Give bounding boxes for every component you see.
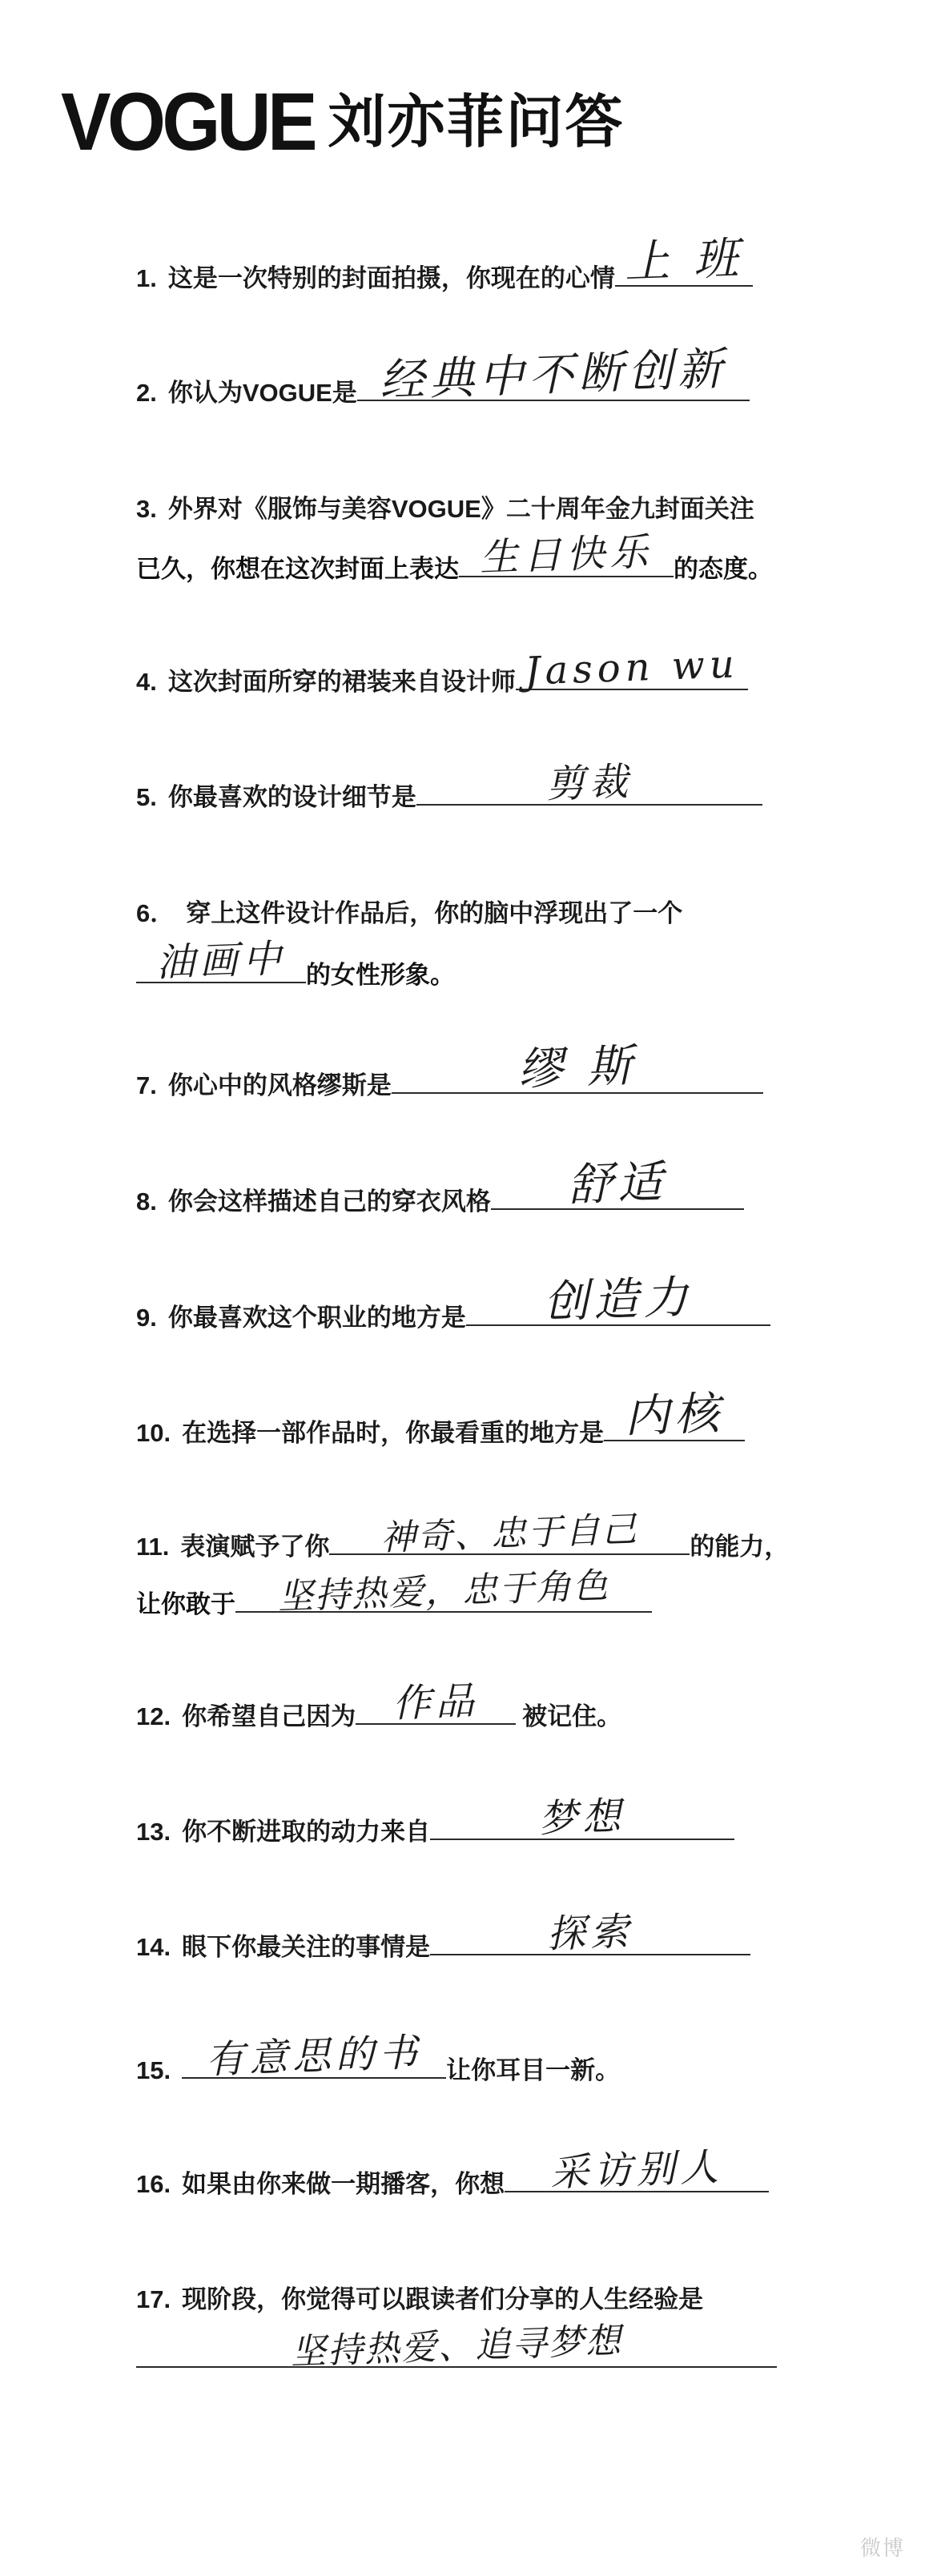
- question-11-line2: 让你敢于 坚持热爱，忠于角色: [136, 1584, 652, 1620]
- question-5: 5. 你最喜欢的设计细节是 剪裁: [136, 777, 762, 813]
- handwritten-answer: 油画中: [155, 936, 287, 986]
- answer-blank: [136, 936, 306, 986]
- question-10: 10. 在选择一部作品时，你最看重的地方是 内核: [136, 1413, 745, 1449]
- answer-blank: [604, 1387, 745, 1444]
- answer-blank: [466, 1271, 770, 1329]
- question-17-line2: [136, 2320, 777, 2374]
- question-13: 13. 你不断进取的动力来自 梦想: [136, 1811, 734, 1847]
- question-7: 7. 你心中的风格缪斯是 缪 斯: [136, 1065, 763, 1101]
- question-9: 9. 你最喜欢这个职业的地方是 创造力: [136, 1297, 770, 1333]
- page-title: 刘亦菲问答: [328, 88, 625, 155]
- question-16: 16. 如果由你来做一期播客，你想 采访别人: [136, 2164, 769, 2200]
- answer-blank: [392, 1039, 763, 1096]
- question-4: 4. 这次封面所穿的裙装来自设计师 Jason wu: [136, 661, 748, 697]
- answer-blank: [491, 1155, 744, 1212]
- question-14: 14. 眼下你最关注的事情是 探索: [136, 1927, 750, 1963]
- question-1: 1. 这是一次特别的封面拍摄，你现在的心情 上 班: [136, 258, 753, 294]
- handwritten-answer: 剪裁: [545, 759, 633, 807]
- handwritten-answer: 神奇、忠于自己: [380, 1509, 640, 1559]
- handwritten-answer: 有意思的书: [205, 2030, 424, 2083]
- handwritten-answer: 创造力: [542, 1271, 694, 1329]
- question-8: 8. 你会这样描述自己的穿衣风格 舒适: [136, 1181, 744, 1217]
- handwritten-answer: 内核: [623, 1387, 726, 1444]
- question-17: 17. 现阶段，你觉得可以跟读者们分享的人生经验是: [136, 2285, 704, 2313]
- handwritten-answer: 上 班: [623, 232, 744, 289]
- handwritten-answer: 坚持热爱，忠于角色: [277, 1565, 610, 1618]
- handwritten-answer: 探索: [546, 1909, 635, 1957]
- handwritten-answer: 作品: [392, 1678, 481, 1726]
- watermark: 微博: [859, 2537, 905, 2561]
- answer-blank: [430, 1909, 750, 1957]
- header: [61, 74, 624, 170]
- handwritten-answer: 舒适: [566, 1155, 668, 1212]
- question-6: 6． 穿上这件设计作品后，你的脑中浮现出了一个: [136, 899, 683, 927]
- handwritten-answer: Jason wu: [524, 641, 740, 694]
- handwritten-answer: 采访别人: [549, 2144, 725, 2196]
- question-2: 2. 你认为VOGUE是 经典中不断创新: [136, 372, 750, 408]
- answer-blank: [505, 2144, 769, 2196]
- brand-logo: VOGUE: [61, 76, 314, 167]
- question-3: 3. 外界对《服饰与美容VOGUE》二十周年金九封面关注: [136, 495, 754, 523]
- question-6-line2: 油画中 的女性形象。: [136, 954, 455, 991]
- handwritten-answer: 生日快乐: [479, 529, 653, 581]
- handwritten-answer: 坚持热爱、追寻梦想: [290, 2320, 623, 2373]
- answer-blank: [416, 759, 762, 807]
- question-12: 12. 你希望自己因为 作品 被记住。: [136, 1678, 622, 1730]
- answer-blank: [459, 529, 674, 581]
- answer-blank: [516, 641, 748, 694]
- handwritten-answer: 经典中不断创新: [378, 343, 728, 408]
- question-15: 15. 有意思的书 让你耳目一新。: [136, 2030, 621, 2084]
- question-11: 11. 表演赋予了你 神奇、忠于自己 的能力，: [136, 1509, 790, 1561]
- answer-blank: [615, 232, 753, 289]
- handwritten-answer: 梦想: [538, 1794, 627, 1842]
- question-3-line2: 已久，你想在这次封面上表达 生日快乐 的态度。: [136, 529, 773, 583]
- answer-blank: [356, 1678, 516, 1726]
- answer-blank: [430, 1794, 734, 1842]
- answer-blank: [136, 2320, 777, 2373]
- handwritten-answer: 缪 斯: [517, 1039, 637, 1096]
